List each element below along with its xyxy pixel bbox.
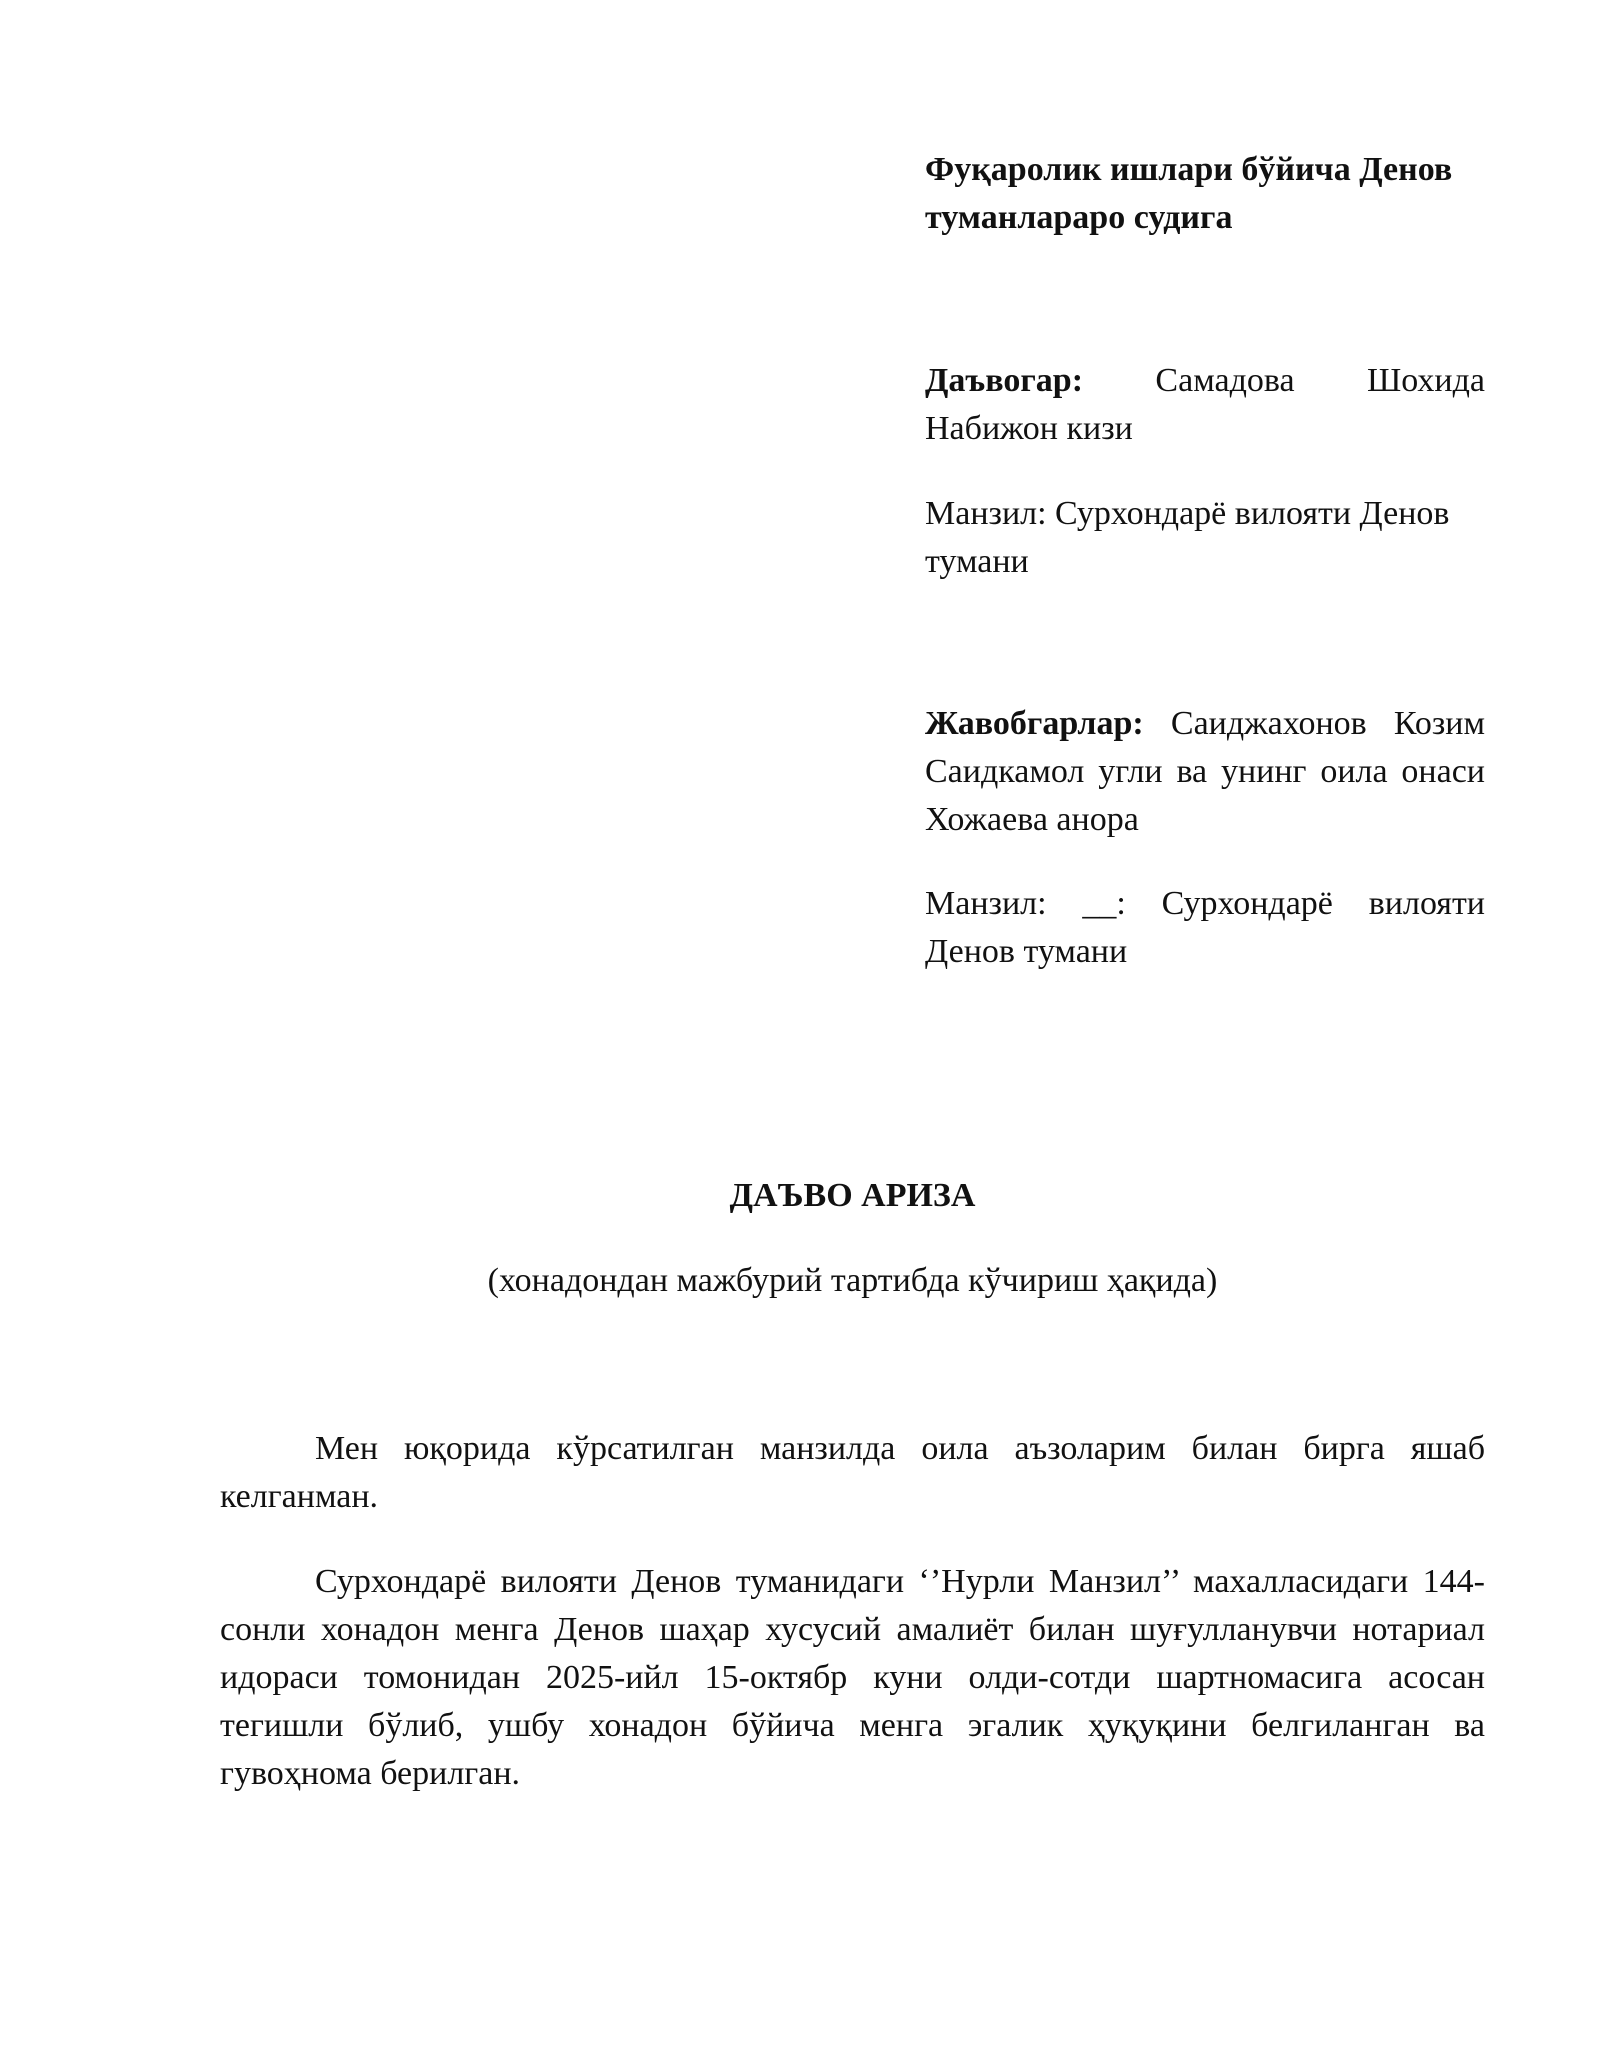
defendants-address-block	[925, 880, 1485, 976]
plaintiff-label: Даъвогар:	[925, 362, 1084, 399]
body-paragraph: Мен юқорида кўрсатилган манзилда оила аъзоларим билан бирга яшаб келганман.	[220, 1430, 1485, 1515]
court-addressee	[925, 146, 1485, 242]
defendants-block	[925, 700, 1485, 844]
defendants-line	[925, 700, 1485, 844]
defendants-address: Манзил: __: Сурхондарё вилояти Денов тумани	[925, 885, 1485, 970]
body-paragraph: Сурхондарё вилояти Денов туманидаги ‘’Нурли Манзил’’ махалласидаги 144-сонли хонадон менга Денов шаҳар хусусий амалиёт билан шуғулланувчи нотариал идораси томонидан 2025-ийл 15-октябр куни олди-сотди шартномасига асосан тегишли бўлиб, ушбу хонадон бўйича менга эгалик ҳуқуқини белгиланган ва гувоҳнома берилган.	[220, 1563, 1485, 1792]
document-title: ДАЪВО АРИЗА	[729, 1177, 976, 1214]
plaintiff-line	[925, 357, 1485, 453]
document-subtitle: (хонадондан мажбурий тартибда кўчириш ҳақида)	[487, 1262, 1218, 1299]
court-name: Фуқаролик ишлари бўйича Денов туманлараро судига	[925, 151, 1453, 236]
plaintiff-address: Манзил: Сурхондарё вилояти Денов тумани	[925, 495, 1450, 580]
plaintiff-name: Самадова Шохида Набижон кизи	[925, 362, 1485, 447]
plaintiff-block	[925, 357, 1485, 453]
plaintiff-address-block	[925, 490, 1485, 586]
defendants-names: Саиджахонов Козим Саидкамол угли ва унинг оила онаси Хожаева анора	[925, 705, 1485, 838]
defendants-label: Жавобгарлар:	[925, 705, 1144, 742]
